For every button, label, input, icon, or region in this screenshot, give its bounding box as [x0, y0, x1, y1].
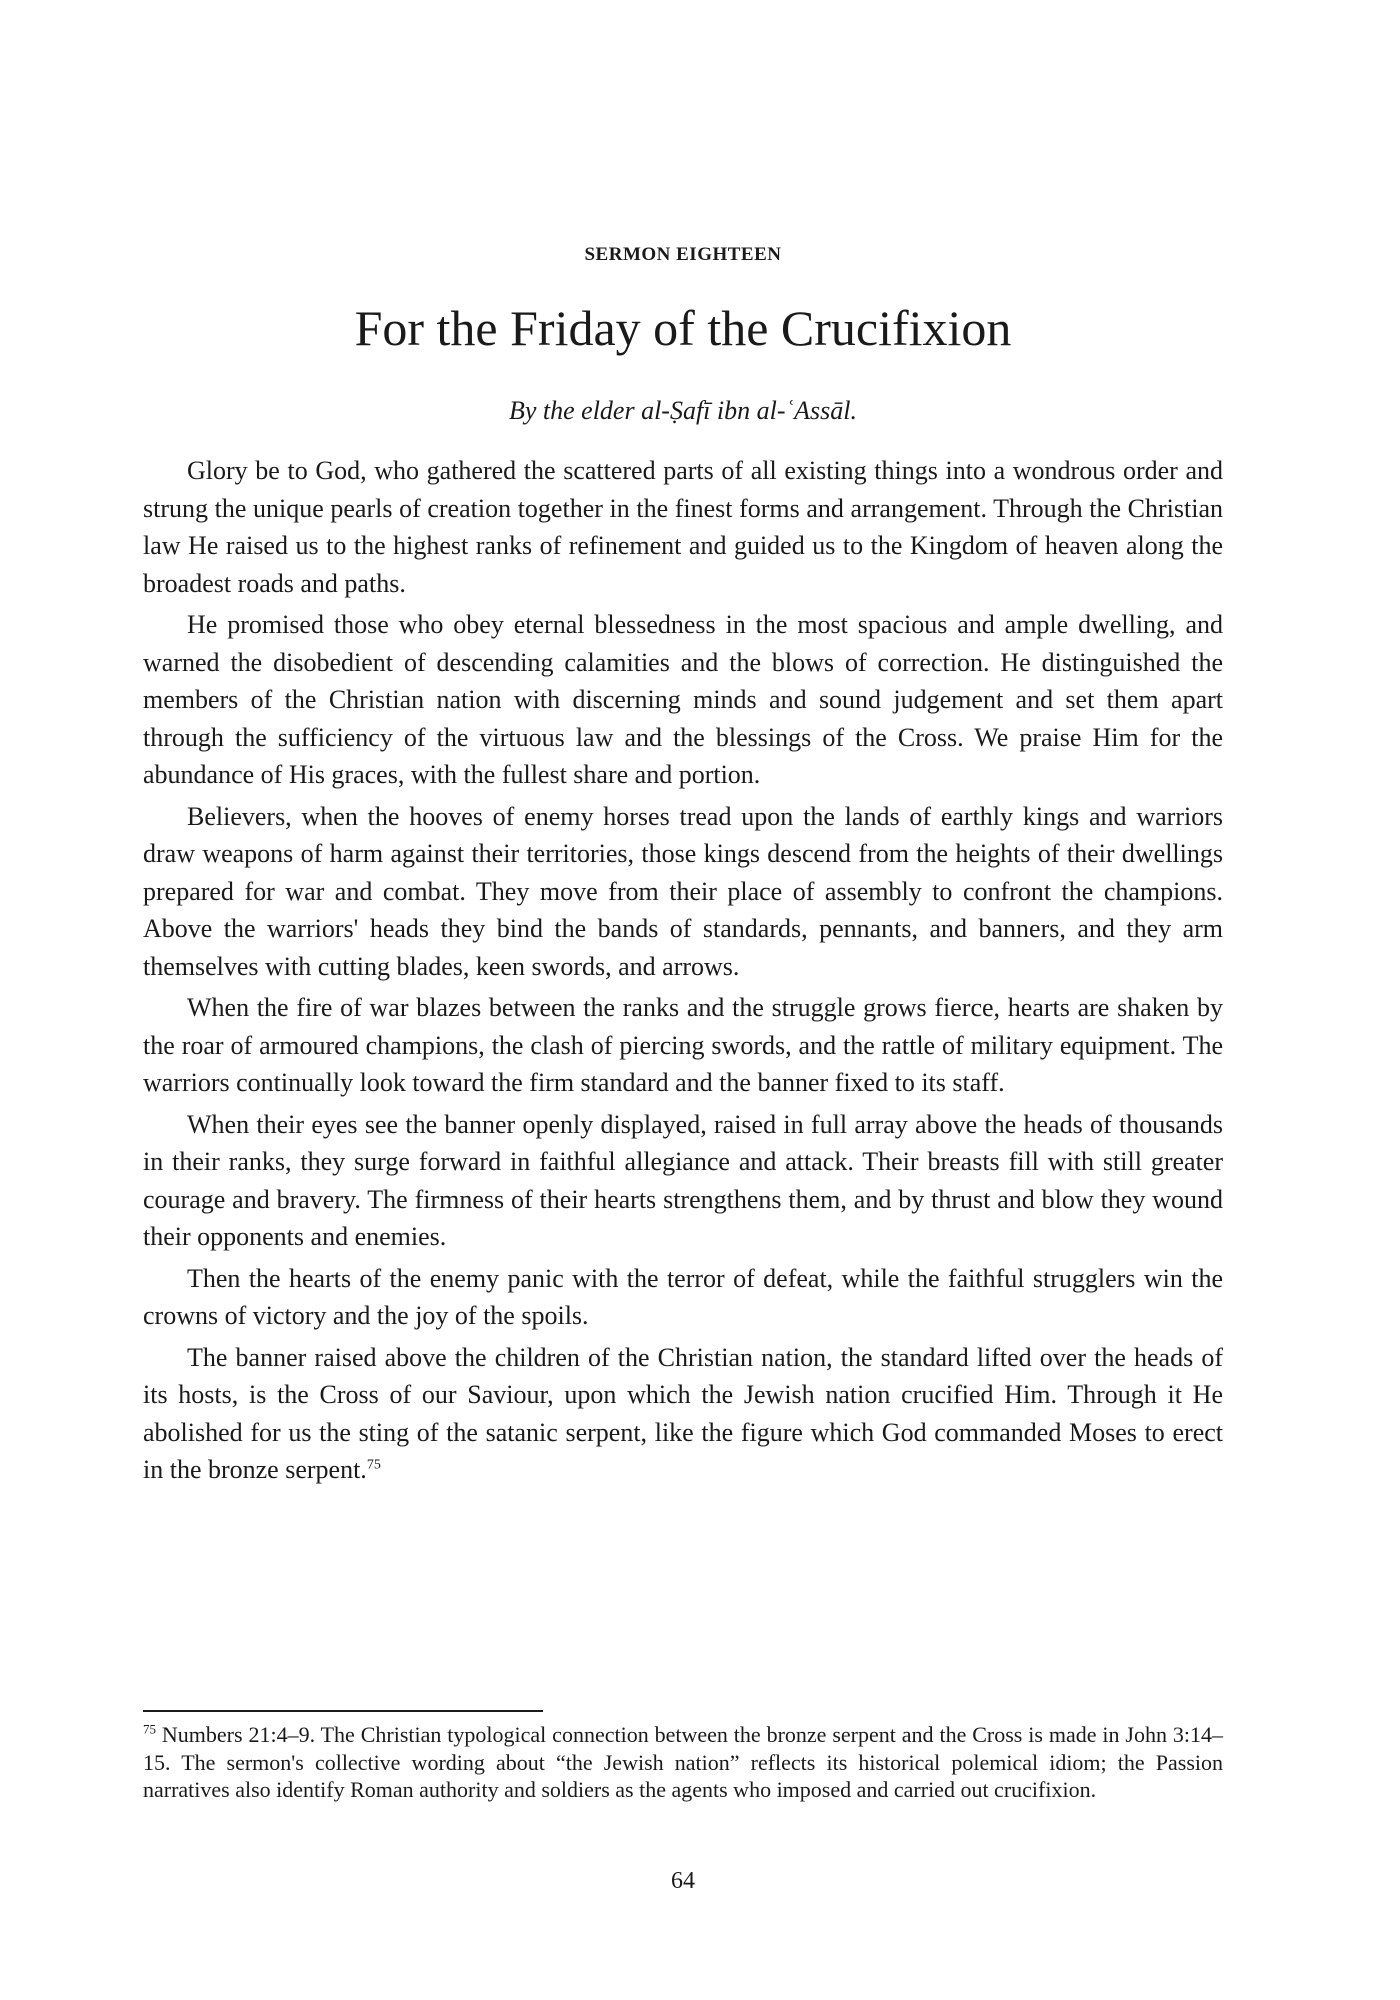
- paragraph: [143, 452, 1223, 602]
- paragraph: [143, 989, 1223, 1102]
- paragraph-text: When their eyes see the banner openly displayed, raised in full array above the heads of thousands in their ranks, they surge forward in faithful allegiance and attack. Their breasts fill with still greater courage and bravery. The firmness of their hearts strengthens them, and by thrust and blow they wound their opponents and enemies.: [143, 1109, 1223, 1251]
- paragraph-text: The banner raised above the children of the Christian nation, the standard lifted over the heads of its hosts, is the Cross of our Saviour, upon which the Jewish nation crucified Him. Through it He abolished for us the sting of the satanic serpent, like the figure which God commanded Moses to erect in the bronze serpent.: [143, 1342, 1223, 1484]
- footnote-text: Numbers 21:4–9. The Christian typological connection between the bronze serpent and the Cross is made in John 3:14–15. The sermon's collective wording about “the Jewish nation” reflects its historical polemical idiom; the Passion narratives also identify Roman authority and soldiers as the agents who imposed and carried out crucifixion.: [143, 1722, 1224, 1802]
- footnote-divider: [143, 1710, 543, 1712]
- sermon-kicker: SERMON EIGHTEEN: [584, 244, 782, 265]
- paragraph-text: Believers, when the hooves of enemy horses tread upon the lands of earthly kings and warriors draw weapons of harm against their territories, those kings descend from the heights of their dwellings prepared for war and combat. They move from their place of assembly to confront the champions. Above the warriors' heads they bind the bands of standards, pennants, and banners, and they arm themselves with cutting blades, keen swords, and arrows.: [143, 801, 1223, 981]
- author-byline: By the elder al-Ṣafī ibn al-ʿAssāl.: [508, 396, 858, 425]
- paragraph-text: When the fire of war blazes between the ranks and the struggle grows fierce, hearts are shaken by the roar of armoured champions, the clash of piercing swords, and the rattle of military equipment. The warriors continually look toward the firm standard and the banner fixed to its staff.: [143, 993, 1223, 1097]
- paragraph-text: Glory be to God, who gathered the scattered parts of all existing things into a wondrous order and strung the unique pearls of creation together in the finest forms and arrangement. Through the Christian law He raised us to the highest ranks of refinement and guided us to the Kingdom of heaven along the broadest roads and paths.: [143, 456, 1223, 598]
- footnote-number: 75: [143, 1721, 156, 1737]
- page-title: For the Friday of the Crucifixion: [354, 300, 1012, 356]
- footnote-reference[interactable]: 75: [366, 1457, 381, 1473]
- paragraph-text: Then the hearts of the enemy panic with the terror of defeat, while the faithful strugglers win the crowns of victory and the joy of the spoils.: [143, 1263, 1223, 1330]
- page-number: 64: [671, 1868, 695, 1894]
- paragraph: [143, 1260, 1223, 1335]
- paragraph: [143, 1339, 1223, 1489]
- sermon-body: [143, 452, 1223, 1493]
- paragraph: [143, 798, 1223, 986]
- paragraph: [143, 606, 1223, 794]
- paragraph-text: He promised those who obey eternal blessedness in the most spacious and ample dwelling, and warned the disobedient of descending calamities and the blows of correction. He distinguished the members of the Christian nation with discerning minds and sound judgement and set them apart through the sufficiency of the virtuous law and the blessings of the Cross. We praise Him for the abundance of His graces, with the fullest share and portion.: [143, 610, 1223, 789]
- paragraph: [143, 1106, 1223, 1256]
- document-page: [143, 0, 1223, 2000]
- footnote: [143, 1721, 1223, 1804]
